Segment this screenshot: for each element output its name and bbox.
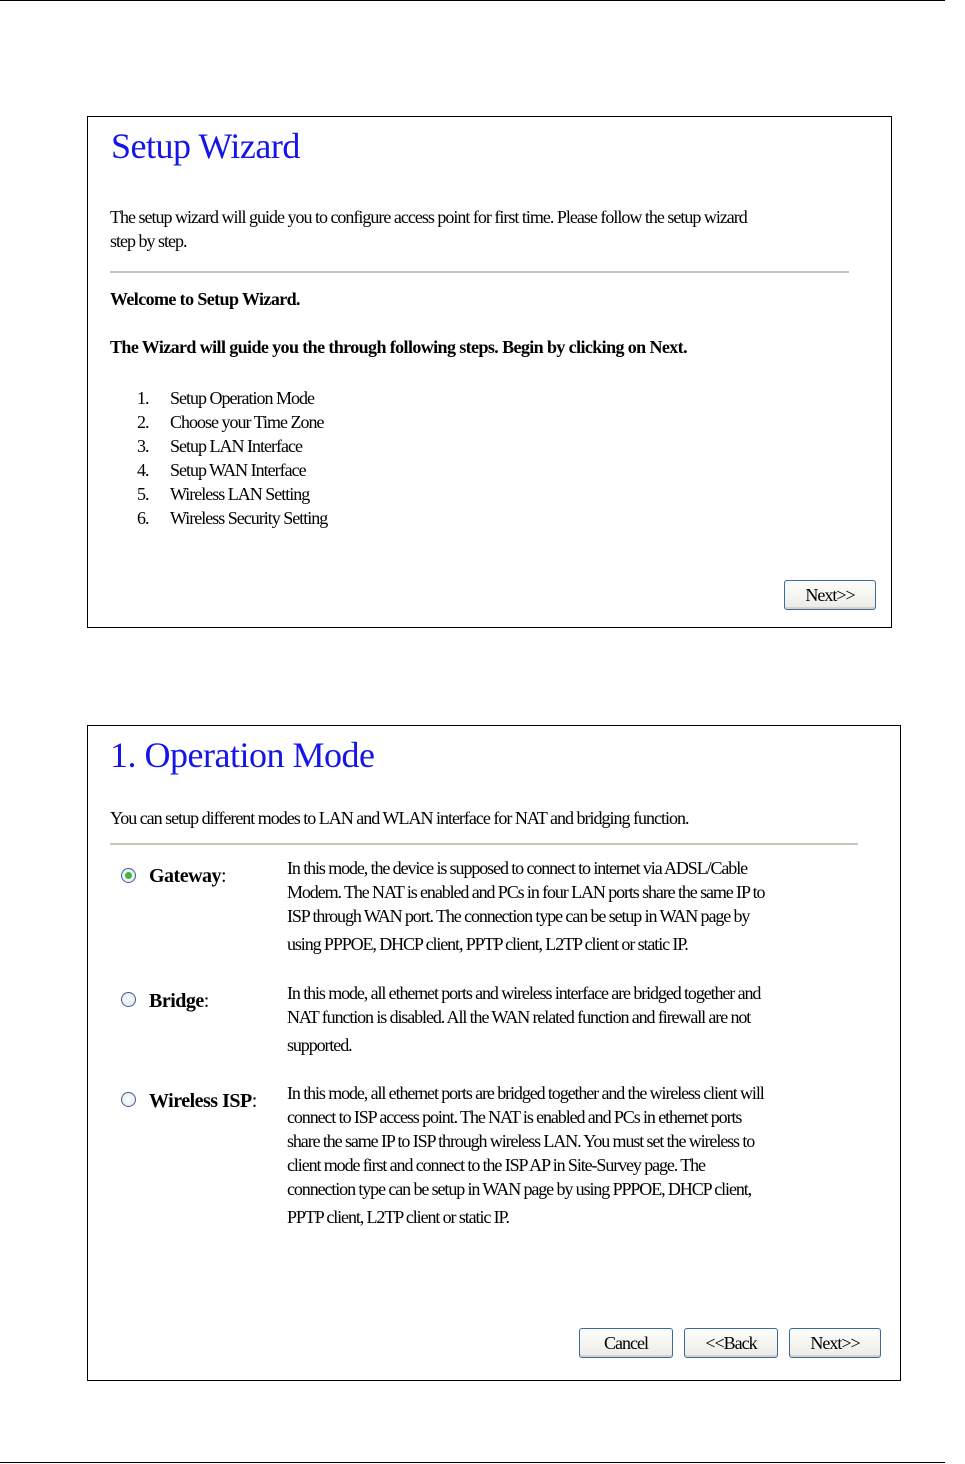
intro-text: You can setup different modes to LAN and WLAN interface for NAT and bridging function. — [110, 808, 689, 828]
next-button[interactable]: Next>> — [789, 1328, 881, 1358]
step-label: Wireless Security Setting — [170, 508, 328, 528]
step-number: 6. — [137, 508, 149, 528]
intro-line: The setup wizard will guide you to configure access point for first time. Please follow the setup wizard — [110, 207, 747, 227]
cancel-button[interactable]: Cancel — [579, 1328, 673, 1358]
bridge-radio[interactable] — [121, 992, 136, 1007]
step-label: Wireless LAN Setting — [170, 484, 310, 504]
wireless-isp-radio[interactable] — [121, 1092, 136, 1107]
bottom-rule — [0, 1462, 945, 1463]
wireless-isp-description: In this mode, all ethernet ports are bridged together and the wireless client will connect to ISP access point. The NAT is enabled and PCs in ethernet ports share the same IP to ISP through wireless LAN. You must set the wireless to client mode first and connect to the ISP AP in Site-Survey page. The connection type can be setup in WAN page by using PPPOE, DHCP client, PPTP client, L2TP client or static IP. — [287, 1083, 764, 1227]
setup-wizard-panel — [87, 116, 892, 628]
next-button[interactable]: Next>> — [784, 580, 876, 610]
wireless-isp-label[interactable]: Wireless ISP: — [149, 1090, 257, 1112]
step-number: 2. — [137, 412, 149, 432]
guide-text: The Wizard will guide you the through following steps. Begin by clicking on Next. — [110, 337, 687, 357]
step-label: Setup LAN Interface — [170, 436, 302, 456]
step-label: Setup WAN Interface — [170, 460, 306, 480]
operation-mode-panel — [87, 725, 901, 1381]
back-button[interactable]: <<Back — [684, 1328, 778, 1358]
bridge-description: In this mode, all ethernet ports and wireless interface are bridged together and NAT function is disabled. All the WAN related function and firewall are not supported. — [287, 983, 761, 1055]
top-rule — [0, 0, 945, 1]
page-title: 1. Operation Mode — [110, 735, 375, 775]
step-number: 3. — [137, 436, 149, 456]
step-label: Setup Operation Mode — [170, 388, 314, 408]
welcome-heading: Welcome to Setup Wizard. — [110, 289, 300, 309]
step-number: 4. — [137, 460, 149, 480]
divider — [110, 271, 849, 273]
step-label: Choose your Time Zone — [170, 412, 324, 432]
page-title: Setup Wizard — [111, 126, 300, 166]
bridge-label[interactable]: Bridge: — [149, 990, 209, 1012]
step-number: 5. — [137, 484, 149, 504]
step-number: 1. — [137, 388, 149, 408]
gateway-label[interactable]: Gateway: — [149, 865, 227, 887]
intro-line: step by step. — [110, 231, 187, 251]
gateway-radio[interactable] — [121, 868, 136, 883]
divider — [110, 843, 858, 845]
gateway-description: In this mode, the device is supposed to connect to internet via ADSL/Cable Modem. The NAT is enabled and PCs in four LAN ports share the same IP to ISP through WAN port. The connection type can be setup in WAN page by using PPPOE, DHCP client, PPTP client, L2TP client or static IP. — [287, 858, 765, 954]
